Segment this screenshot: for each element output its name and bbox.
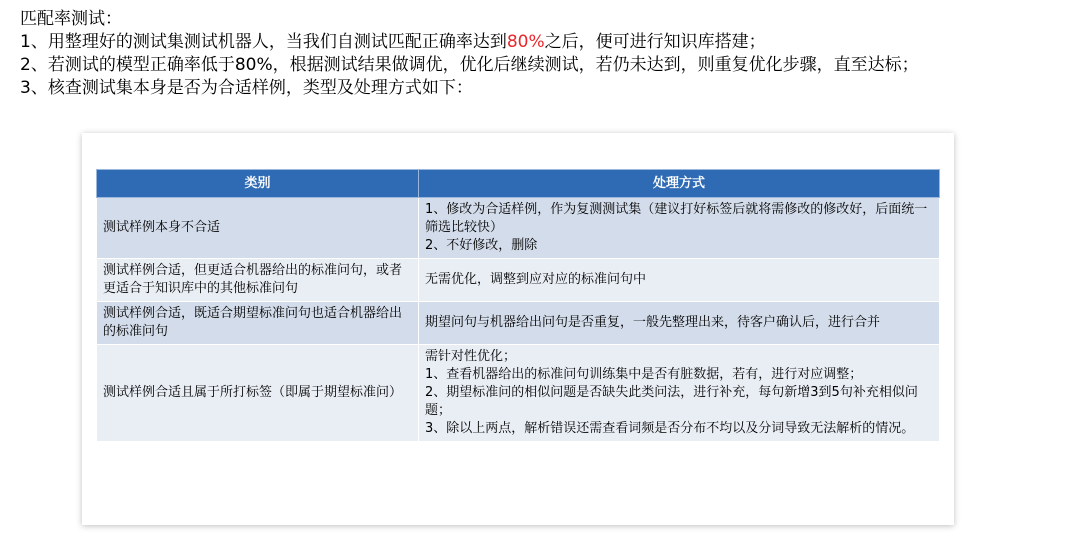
table-header-row: [97, 170, 940, 198]
intro-text: [20, 8, 919, 100]
table-row: [97, 198, 940, 259]
header-category: 类别: [97, 170, 419, 198]
handling-line: 期望问句与机器给出问句是否重复，一般先整理出来，待客户确认后，进行合并: [425, 315, 881, 330]
intro-line-1-after: 之后，便可进行知识库搭建；: [544, 32, 766, 52]
handling-cell: [419, 302, 940, 345]
handling-line: 3、除以上两点，解析错误还需查看词频是否分布不均以及分词导致无法解析的情况。: [425, 421, 915, 436]
table-row: [97, 302, 940, 345]
category-cell: 测试样例本身不合适: [97, 198, 419, 259]
handling-line: 无需优化，调整到应对应的标准问句中: [425, 272, 647, 287]
accuracy-threshold-highlight: 80%: [506, 32, 545, 52]
category-cell: 测试样例合适且属于所打标签（即属于期望标准问）: [97, 345, 419, 442]
intro-line-2: 2、若测试的模型正确率低于80%，根据测试结果做调优，优化后继续测试，若仍未达到，则重复优化步骤，直至达标；: [20, 55, 919, 75]
table-card: [82, 133, 954, 525]
header-handling: 处理方式: [419, 170, 940, 198]
intro-line-1-before: 1、用整理好的测试集测试机器人，当我们自测试匹配正确率达到: [20, 32, 507, 52]
handling-cell: [419, 259, 940, 302]
intro-line-1: [20, 31, 919, 54]
handling-cell: [419, 345, 940, 442]
handling-line: 2、期望标准问的相似问题是否缺失此类问法，进行补充，每句新增3到5句补充相似问题；: [425, 385, 918, 418]
handling-cell: [419, 198, 940, 259]
handling-line: 2、不好修改，删除: [425, 238, 538, 253]
category-cell: 测试样例合适，既适合期望标准问句也适合机器给出的标准问句: [97, 302, 419, 345]
handling-line: 1、查看机器给出的标准问句训练集中是否有脏数据，若有，进行对应调整；: [425, 367, 863, 382]
table-row: [97, 345, 940, 442]
table-row: [97, 259, 940, 302]
category-cell: 测试样例合适，但更适合机器给出的标准问句，或者更适合于知识库中的其他标准问句: [97, 259, 419, 302]
intro-line-3: 3、核查测试集本身是否为合适样例，类型及处理方式如下：: [20, 78, 473, 98]
test-sample-table: [96, 169, 940, 442]
intro-heading: 匹配率测试：: [20, 9, 122, 29]
handling-line: 1、修改为合适样例，作为复测测试集（建议打好标签后就将需修改的修改好，后面统一筛选比较快）: [425, 202, 928, 235]
handling-line: 需针对性优化；: [425, 349, 517, 364]
